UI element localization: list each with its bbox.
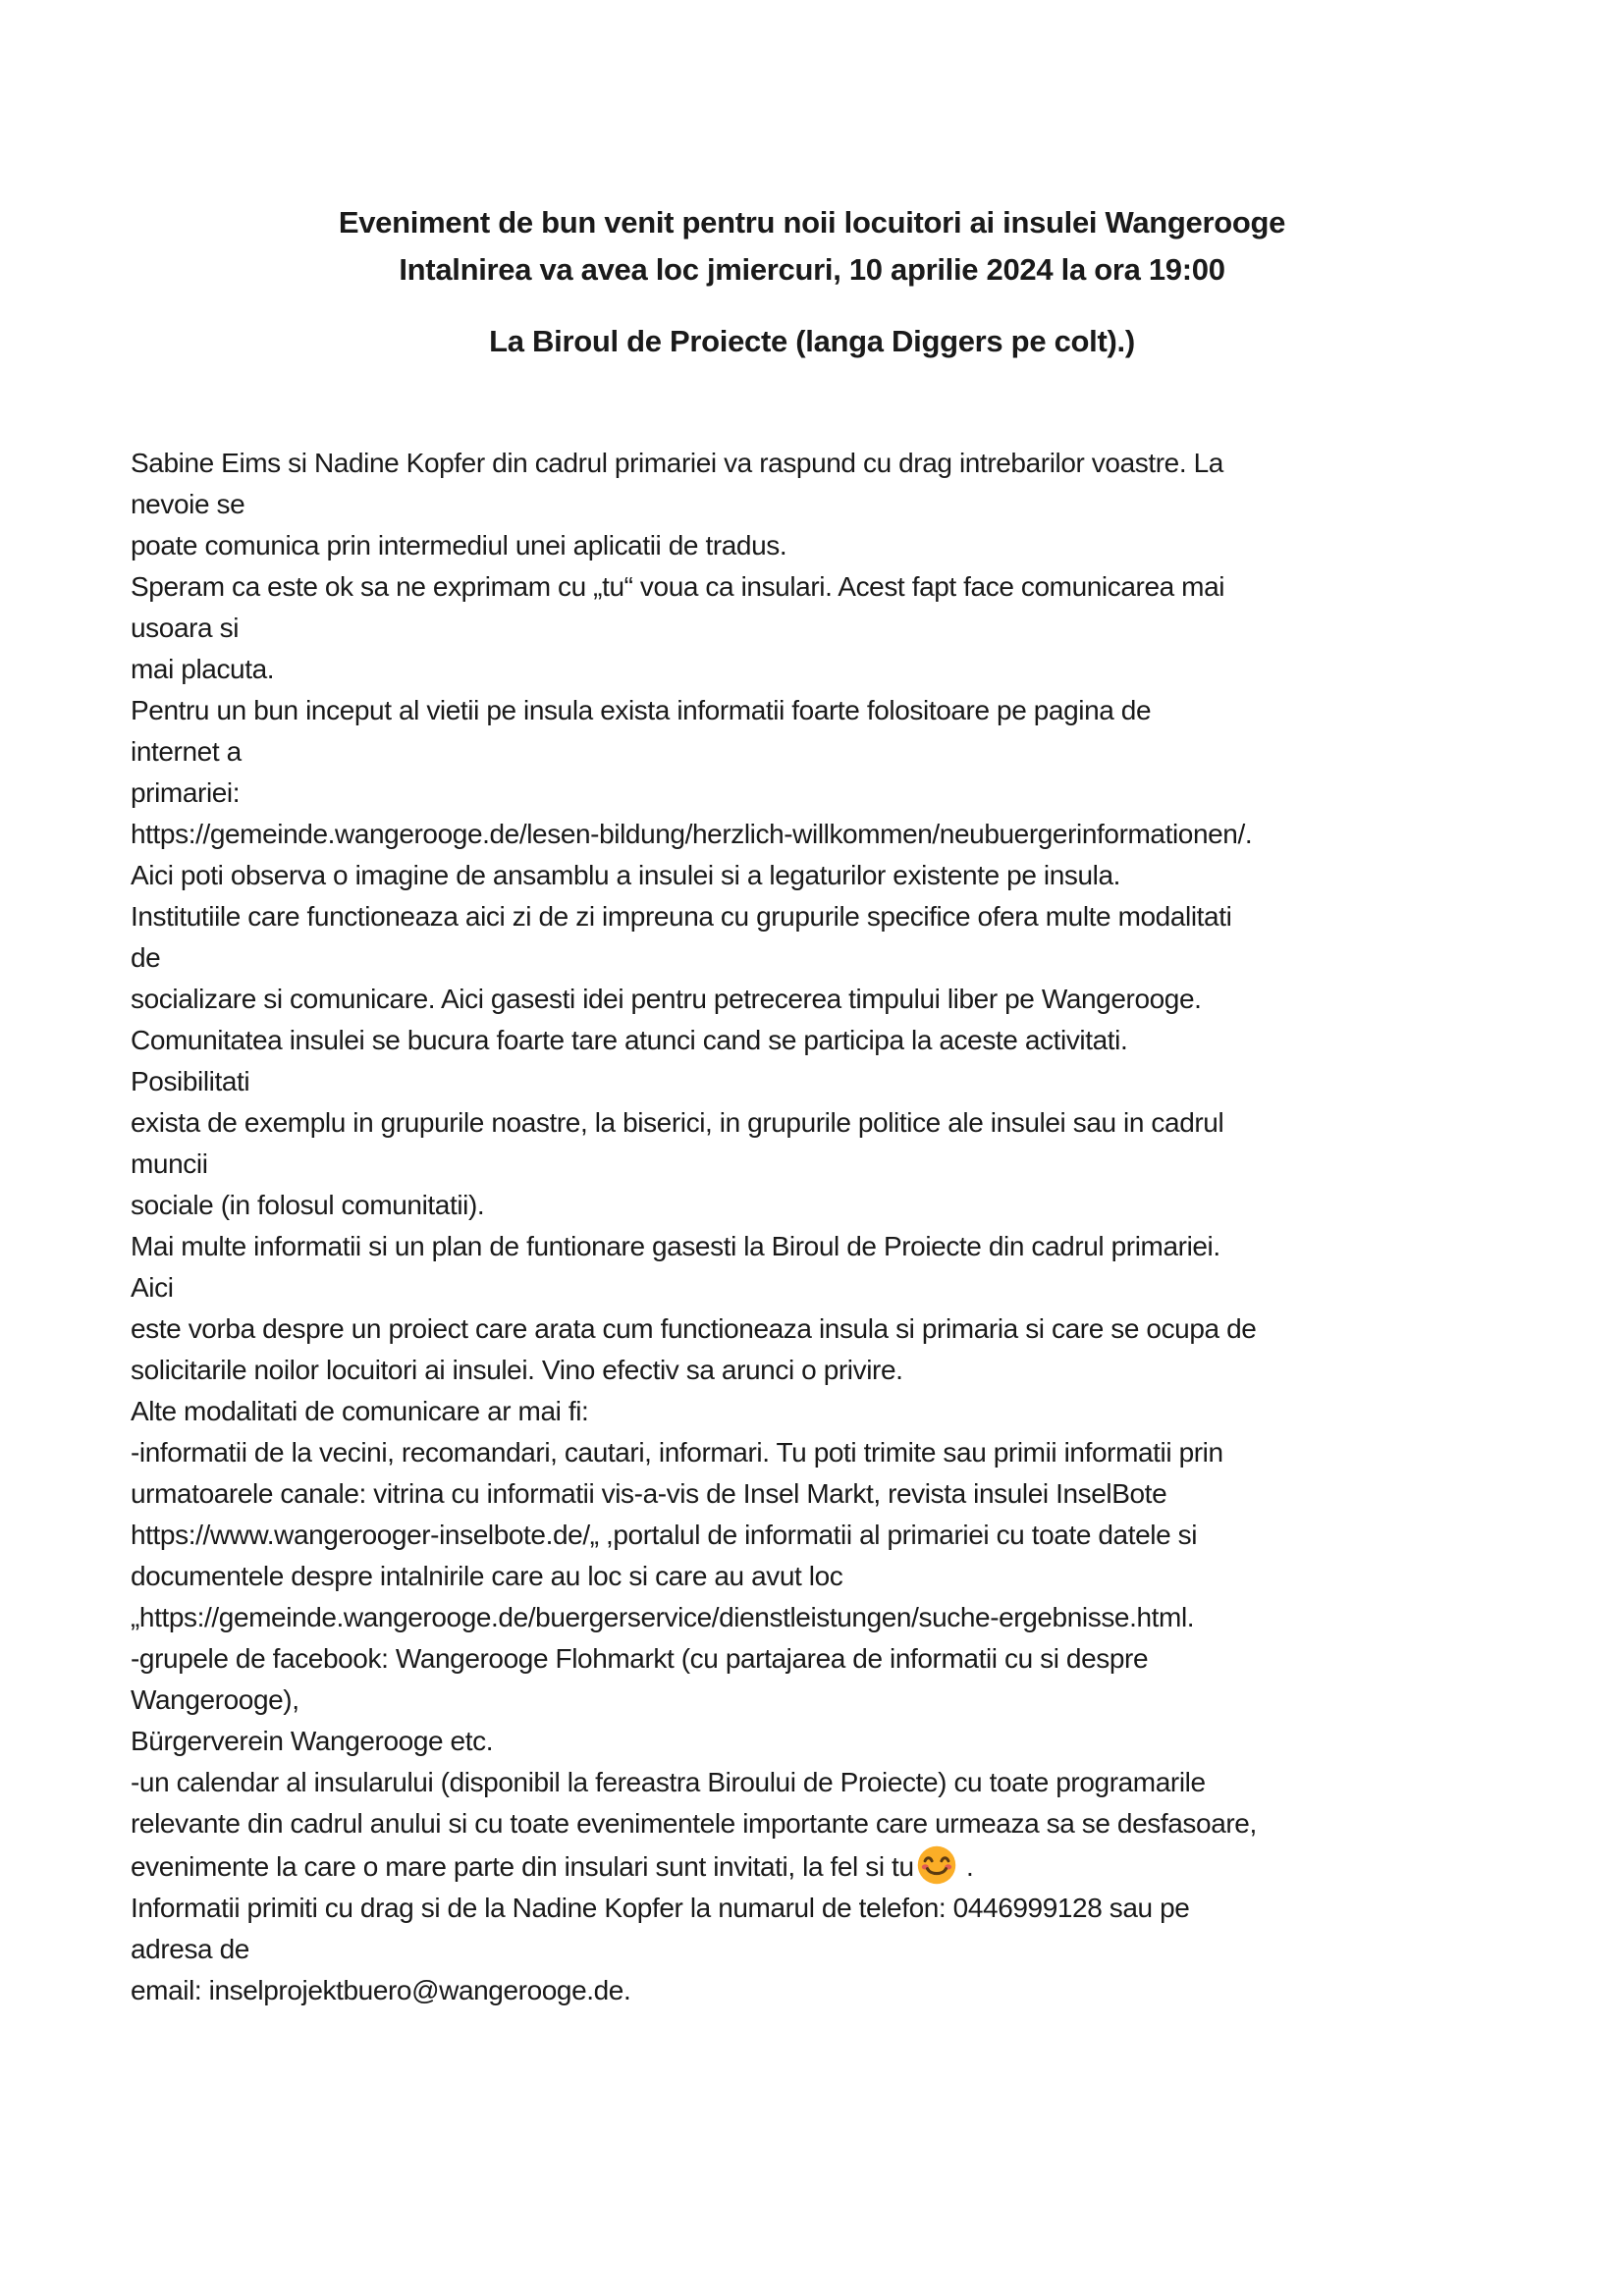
body-line: -informatii de la vecini, recomandari, cautari, informari. Tu poti trimite sau primii informatii prin [131, 1437, 1223, 1468]
body-line: mai placuta. [131, 654, 275, 684]
smiling-face-emoji [916, 1844, 957, 1886]
body-line: muncii [131, 1148, 208, 1179]
document-title-line-3: La Biroul de Proiecte (langa Diggers pe colt).) [489, 324, 1135, 358]
body-line: Institutiile care functioneaza aici zi de zi impreuna cu grupurile specifice ofera multe modalitati [131, 901, 1232, 932]
body-line: Alte modalitati de comunicare ar mai fi: [131, 1396, 589, 1426]
body-line: usoara si [131, 613, 240, 643]
body-line: email: inselprojektbuero@wangerooge.de. [131, 1975, 631, 2005]
body-line: internet a [131, 736, 242, 767]
body-line: nevoie se [131, 489, 245, 519]
body-line: sociale (in folosul comunitatii). [131, 1190, 485, 1220]
body-line: https://www.wangerooger-inselbote.de/„ ,portalul de informatii al primariei cu toate datele si [131, 1520, 1198, 1550]
body-line: exista de exemplu in grupurile noastre, la biserici, in grupurile politice ale insulei sau in cadrul [131, 1107, 1224, 1138]
body-line: de [131, 942, 161, 973]
body-line: Aici [131, 1272, 174, 1303]
document-title-line-2: Intalnirea va avea loc jmiercuri, 10 aprilie 2024 la ora 19:00 [399, 252, 1225, 287]
body-line: Comunitatea insulei se bucura foarte tare atunci cand se participa la aceste activitati. [131, 1025, 1128, 1055]
body-line: -un calendar al insularului (disponibil la fereastra Biroului de Proiecte) cu toate programarile [131, 1767, 1206, 1797]
body-line: https://gemeinde.wangerooge.de/lesen-bildung/herzlich-willkommen/neubuergerinformationen/. [131, 819, 1253, 849]
body-line: relevante din cadrul anului si cu toate evenimentele importante care urmeaza sa se desfasoare, [131, 1808, 1257, 1839]
body-line: Pentru un bun inceput al vietii pe insula exista informatii foarte folositoare pe pagina de [131, 695, 1152, 725]
body-line: socializare si comunicare. Aici gasesti idei pentru petrecerea timpului liber pe Wangerooge. [131, 984, 1202, 1014]
document-header [0, 0, 1624, 365]
body-line: Aici poti observa o imagine de ansamblu a insulei si a legaturilor existente pe insula. [131, 860, 1121, 890]
document-body [0, 365, 1624, 2011]
body-line: adresa de [131, 1934, 249, 1964]
body-line: Sabine Eims si Nadine Kopfer din cadrul primariei va raspund cu drag intrebarilor voastre. La [131, 448, 1223, 478]
body-line: Posibilitati [131, 1066, 250, 1096]
body-line: poate comunica prin intermediul unei aplicatii de tradus. [131, 530, 787, 561]
body-line: Bürgerverein Wangerooge etc. [131, 1726, 494, 1756]
document-title-line-1: Eveniment de bun venit pentru noii locuitori ai insulei Wangerooge [338, 205, 1286, 240]
body-line: Informatii primiti cu drag si de la Nadine Kopfer la numarul de telefon: 0446999128 sau pe [131, 1893, 1190, 1923]
body-line: solicitarile noilor locuitori ai insulei. Vino efectiv sa arunci o privire. [131, 1355, 903, 1385]
body-line: „https://gemeinde.wangerooge.de/buergerservice/dienstleistungen/suche-ergebnisse.html. [131, 1602, 1195, 1632]
body-line: urmatoarele canale: vitrina cu informatii vis-a-vis de Insel Markt, revista insulei InselBote [131, 1478, 1167, 1509]
body-line: Wangerooge), [131, 1684, 299, 1715]
body-line-text: . [958, 1851, 974, 1882]
body-line [131, 1844, 1506, 1888]
body-line: primariei: [131, 777, 241, 808]
body-line: Speram ca este ok sa ne exprimam cu „tu“ voua ca insulari. Acest fapt face comunicarea mai [131, 571, 1225, 602]
body-line: -grupele de facebook: Wangerooge Flohmarkt (cu partajarea de informatii cu si despre [131, 1643, 1149, 1674]
body-line-text: evenimente la care o mare parte din insulari sunt invitati, la fel si tu [131, 1851, 914, 1882]
body-line: este vorba despre un proiect care arata cum functioneaza insula si primaria si care se ocupa de [131, 1313, 1257, 1344]
body-line: Mai multe informatii si un plan de funtionare gasesti la Biroul de Proiecte din cadrul primariei. [131, 1231, 1220, 1261]
body-line: documentele despre intalnirile care au loc si care au avut loc [131, 1561, 843, 1591]
